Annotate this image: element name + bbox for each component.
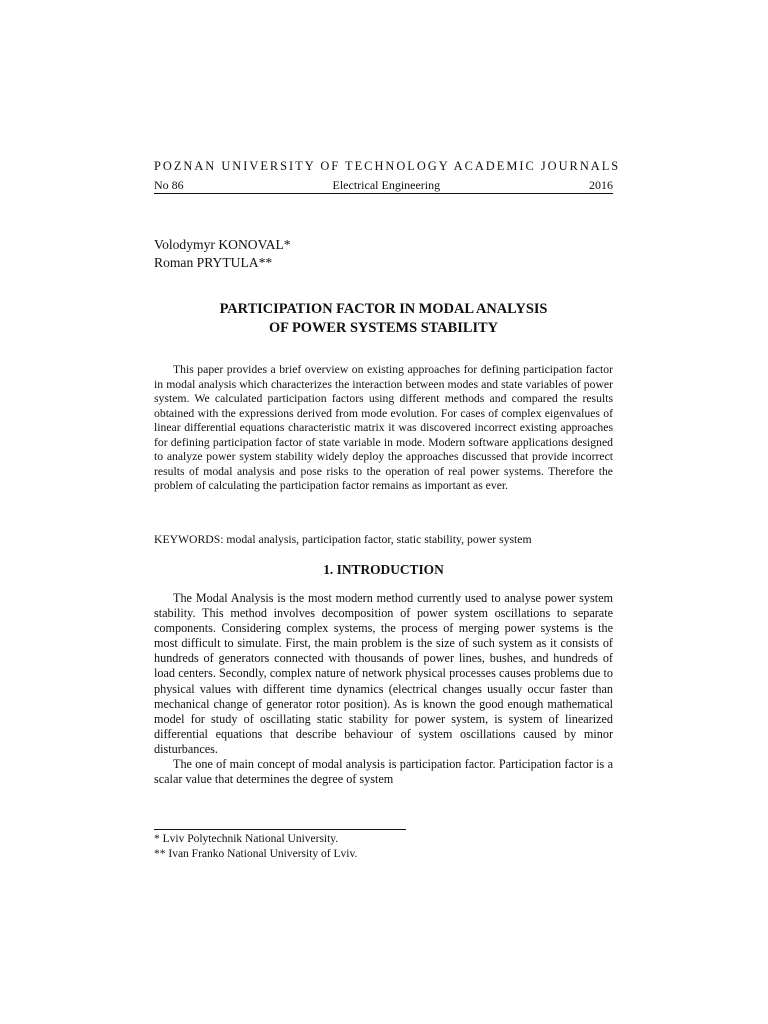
- issue-year: 2016: [588, 178, 613, 192]
- footnote-divider: [154, 829, 406, 830]
- footnote: * Lviv Polytechnik National University.: [154, 833, 339, 845]
- keywords: KEYWORDS: modal analysis, participation factor, static stability, power system: [154, 533, 532, 546]
- title-line: OF POWER SYSTEMS STABILITY: [268, 320, 499, 336]
- journal-name: POZNAN UNIVERSITY OF TECHNOLOGY ACADEMIC JOURNALS: [154, 159, 621, 173]
- paragraph: The one of main concept of modal analysis is participation factor. Participation factor is a scalar value that determines the degree of system: [154, 757, 613, 787]
- footnote: ** Ivan Franko National University of Lviv.: [154, 848, 358, 860]
- body-text: [154, 591, 613, 787]
- author-list: [154, 236, 291, 272]
- author-name: Roman PRYTULA**: [154, 255, 273, 270]
- section-heading: 1. INTRODUCTION: [323, 562, 444, 577]
- issue-number: No 86: [154, 178, 184, 192]
- author-name: Volodymyr KONOVAL*: [154, 237, 291, 252]
- paper-title: [154, 300, 613, 338]
- issue-line: [154, 178, 613, 194]
- title-line: PARTICIPATION FACTOR IN MODAL ANALYSIS: [219, 301, 548, 317]
- journal-field: Electrical Engineering: [332, 178, 441, 192]
- abstract: This paper provides a brief overview on existing approaches for defining participation factor in modal analysis which characterizes the interaction between modes and state variables of power system. We calculated participation factors using different methods and compared the results obtained with the expressions derived from mode evolution. For cases of complex eigenvalues of linear differential equations characteristic matrix it was discovered incorrect existing approaches for defining participation factor of state variable in mode. Modern software applications designed to analyze power system stability widely deploy the approaches discussed that provide incorrect results of modal analysis and pose risks to the operation of real power systems. Therefore the problem of calculating the participation factor remains as important as ever.: [154, 363, 613, 492]
- footnotes: [154, 832, 357, 862]
- paragraph: The Modal Analysis is the most modern method currently used to analyse power system stability. This method involves decomposition of power system oscillations to separate components. Considering complex systems, the process of merging power systems is the most difficult to simulate. First, the main problem is the size of such system as it consists of hundreds of generators connected with thousands of power lines, bushes, and hundreds of load centers. Secondly, complex nature of network physical processes causes problems due to physical values with different time dynamics (electrical changes usually occur faster than mechanical change of generator rotor position). As is known the good enough mathematical model for study of oscillating static stability for power system, is system of linearized differential equations that describe behaviour of system oscillations caused by minor disturbances.: [154, 591, 613, 756]
